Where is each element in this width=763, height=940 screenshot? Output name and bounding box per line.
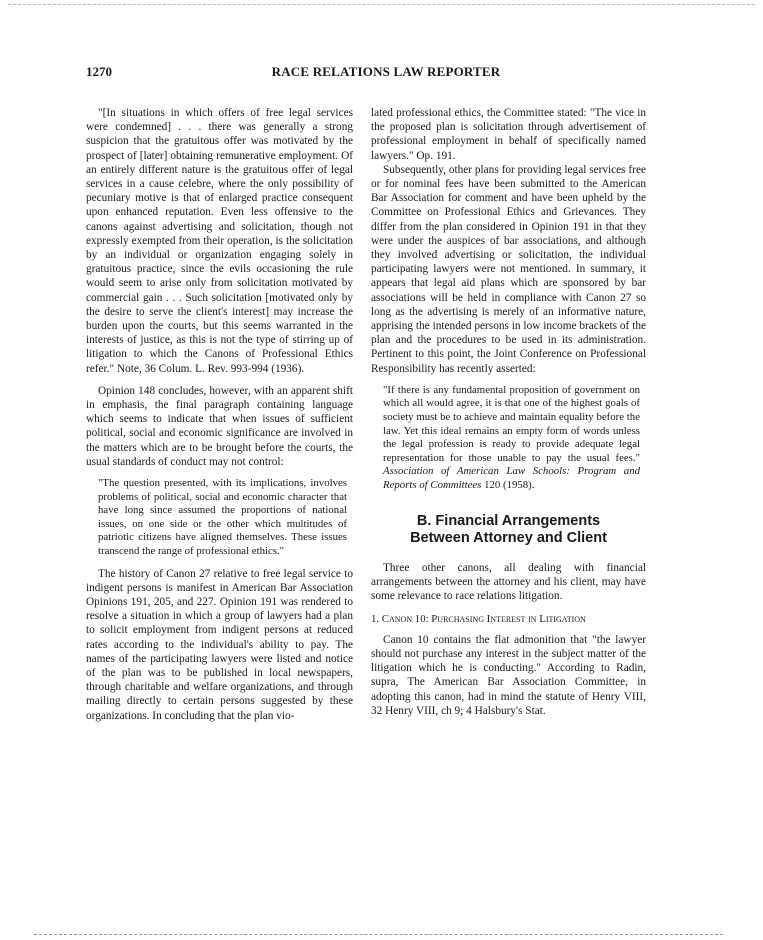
quote-text: "If there is any fundamental proposition of government on which all would agree, it is that one of the highest goals of society must be to achieve and maintain equality before the law. Yet this ideal remains an empty form of words unless the legal profession is ready to provide adequate legal representation for those unable to pay the usual fees." xyxy=(383,383,640,464)
sub-heading: 1. Canon 10: Purchasing Interest in Litigation xyxy=(371,613,586,626)
paragraph: Opinion 148 concludes, however, with an apparent shift in emphasis, the final paragraph containing language which seems to indicate that when issues of sufficient political, social and economic significance are involved in the matters which are to be brought before the courts, the usual standards of conduct may not control: xyxy=(86,384,353,468)
page-header xyxy=(86,64,686,82)
right-column xyxy=(371,106,646,718)
paragraph: Three other canons, all dealing with financial arrangements between the attorney and his client, may have some relevance to race relations litigation. xyxy=(371,561,646,603)
block-quote: "The question presented, with its implications, involves problems of political, social and economic character that have long since assumed the proportions of national issues, on one side or the other which multitudes of patriotic citizens have aligned themselves. These issues transcend the range of professional ethics." xyxy=(98,477,347,558)
paragraph: Subsequently, other plans for providing legal services free or for nominal fees have been submitted to the American Bar Association for comment and have been upheld by the Committee on Professional Ethics and Grievances. They differ from the plan considered in Opinion 191 in that they were under the auspices of bar associations, and although they involved advertising or solicitation, the individual participating lawyers were not mentioned. In summary, it appears that legal aid plans which are sponsored by bar associations will be held in compliance with Canon 27 so long as the advertising is merely of an informative nature, apprising the intended persons in low income brackets of the plan and the procedures to be used in its administration. Pertinent to this point, the Joint Conference on Professional Responsibility has recently asserted: xyxy=(371,163,646,375)
running-head: RACE RELATIONS LAW REPORTER xyxy=(271,64,501,79)
paragraph: lated professional ethics, the Committee stated: "The vice in the proposed plan is solicitation through advertisement of professional employment in behalf of specifically named lawyers." Op. 191. xyxy=(371,107,646,162)
section-heading-line: B. Financial Arrangements xyxy=(416,512,601,529)
section-heading-line: Between Attorney and Client xyxy=(410,529,607,546)
scan-bottom-border xyxy=(34,934,723,935)
page-number: 1270 xyxy=(86,64,112,79)
section-heading xyxy=(371,513,646,547)
paragraph: Canon 10 contains the flat admonition that "the lawyer should not purchase any interest in the subject matter of the litigation which he is conducting." According to Radin, supra, The American Bar Association Committee, in adopting this canon, had in mind the statute of Henry VIII, 32 Henry VIII, ch 9; 4 Halsbury's Stat. xyxy=(371,633,646,717)
block-quote xyxy=(383,384,640,493)
scan-top-border xyxy=(8,4,755,5)
paragraph: The history of Canon 27 relative to free legal service to indigent persons is manifest in American Bar Association Opinions 191, 205, and 227. Opinion 191 was rendered to resolve a situation in which a group of lawyers had a plan to solicit employment from indigent persons at reduced rates according to the individual's ability to pay. The names of the participating lawyers were listed and notice of the plan was to be published in local newspapers, through charitable and welfare organizations, and through mailing directly to certain persons suggested by these organizations. In concluding that the plan vio- xyxy=(86,567,353,722)
quote-citation: Association of American Law Schools: Program and Reports of Committees xyxy=(383,465,640,492)
block-quote: "[In situations in which offers of free legal services were condemned] . . . there was generally a strong suspicion that the gratuitous offer was motivated by the prospect of [later] obtaining remunerative employment. Of an entirely different nature is the gratuitous offer of legal services in a cause celebre, where the only possibility of pecuniary motive is that of enlarged practice consequent upon enhanced reputation. Even less offensive to the canons against advertising and solicitation, though not expressly exempted from their operation, is the solicitation by an individual or organization engaging solely in gratuitous practice, since the evils occasioning the rule would seem to arise only from solicitation motivated by commercial gain . . . Such solicitation [motivated only by the desire to serve the client's interest] may increase the burden upon the courts, but this seems warranted in the interests of justice, as this is not the type of stirring up of litigation to which the Canons of Professional Ethics refer." Note, 36 Colum. L. Rev. 993-994 (1936). xyxy=(86,107,353,375)
left-column xyxy=(86,106,353,723)
quote-citation-tail: 120 (1958). xyxy=(481,479,535,492)
